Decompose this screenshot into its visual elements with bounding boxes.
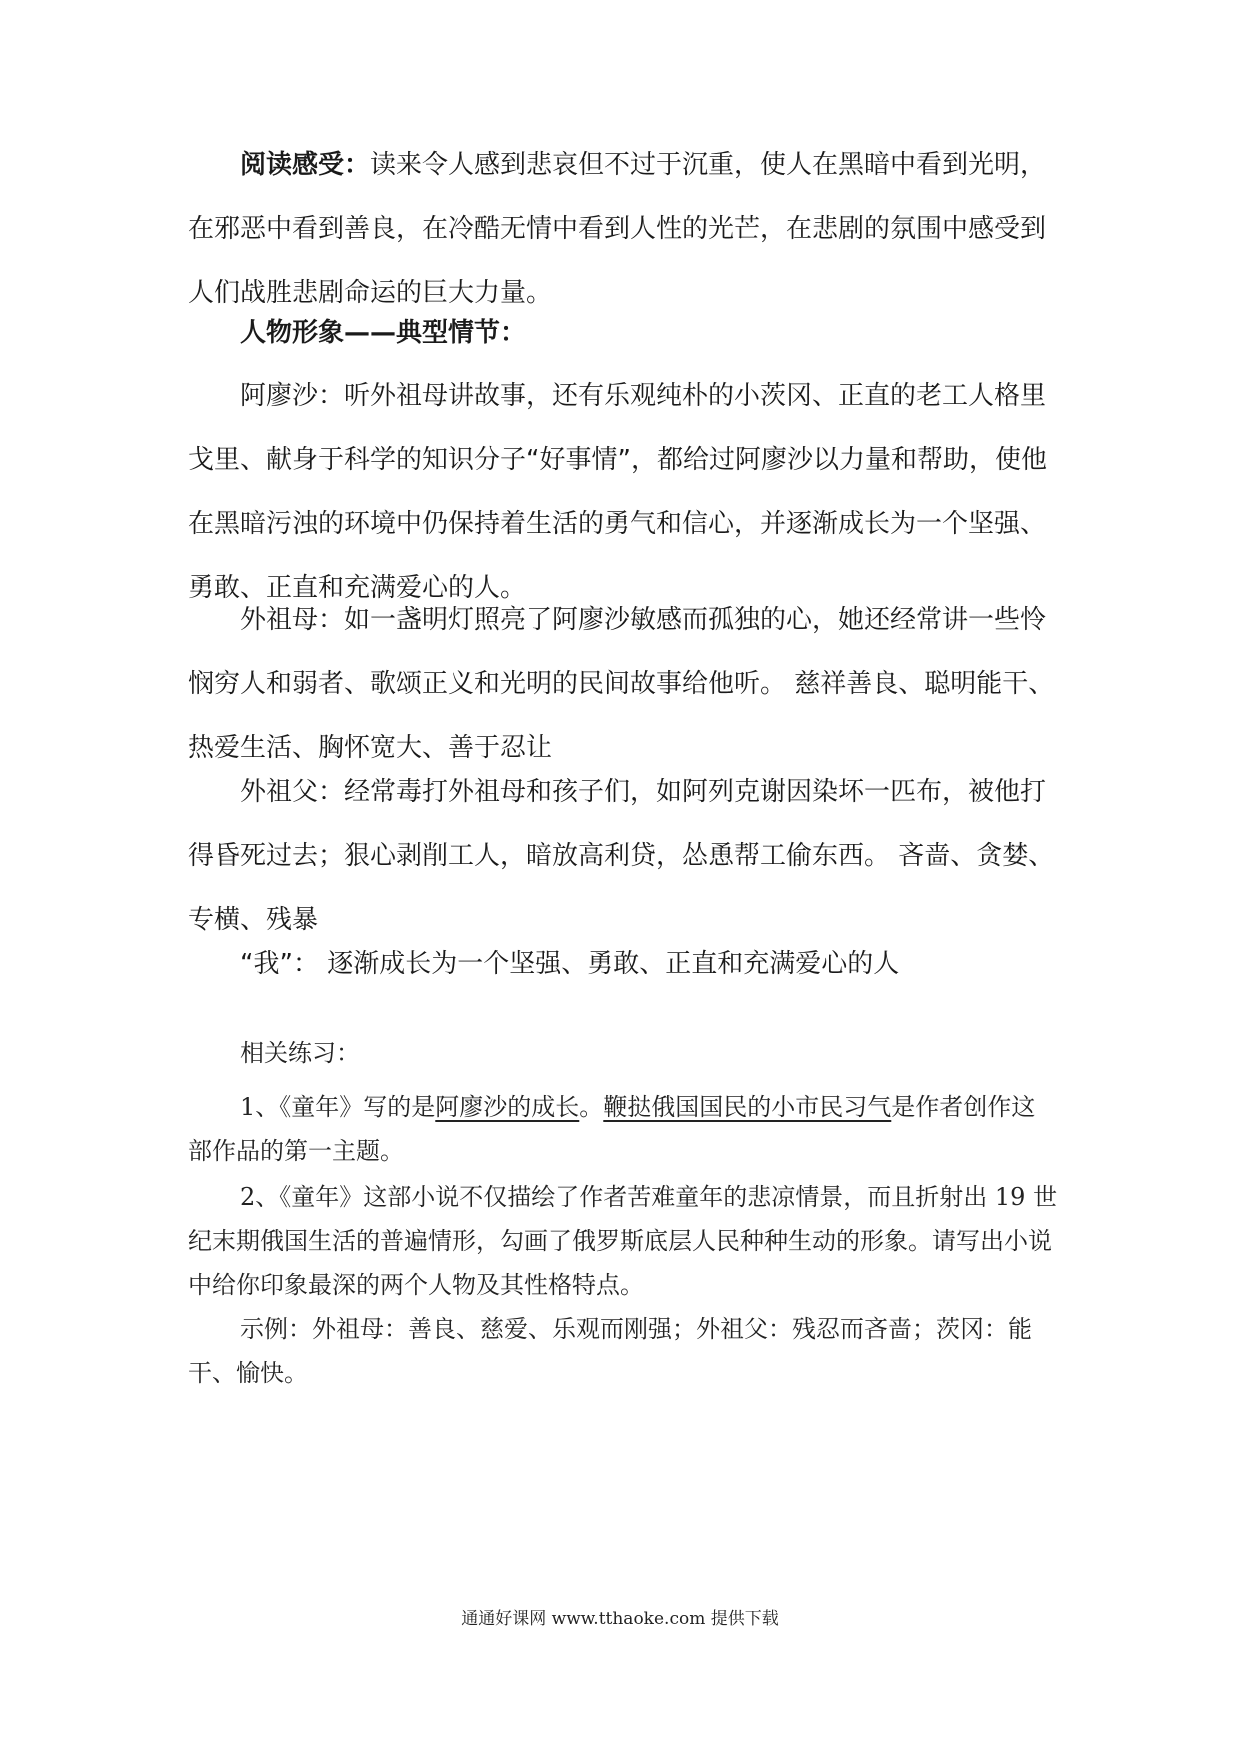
reading-feeling-text: 读来令人感到悲哀但不过于沉重，使人在黑暗中看到光明，在邪恶中看到善良，在冷酷无情中看到人性的光芒，在悲剧的氛围中感受到人们战胜悲剧命运的巨大力量。 — [188, 150, 1047, 308]
grandfather-paragraph: 外祖父：经常毒打外祖母和孩子们，如阿列克谢因染坏一匹布，被他打得昏死过去；狠心剥削工人，暗放高利贷，怂恿帮工偷东西。 吝啬、贪婪、专横、残暴 — [188, 777, 1055, 935]
characters-heading: 人物形象——典型情节： — [240, 318, 527, 348]
reading-feeling-paragraph — [188, 133, 1058, 325]
exercise-1-suffix: 是作者创作这部作品的第一主题。 — [188, 1093, 1036, 1165]
exercise-1-answer-2: 鞭挞俄国国民的小市民习气 — [603, 1093, 892, 1121]
exercise-1-prefix: 1、《童年》写的是 — [240, 1093, 436, 1121]
me-paragraph: “我”： 逐渐成长为一个坚强、勇敢、正直和充满爱心的人 — [240, 949, 900, 979]
alyosha-paragraph: 阿廖沙：听外祖母讲故事，还有乐观纯朴的小茨冈、正直的老工人格里戈里、献身于科学的知识分子“好事情”，都给过阿廖沙以力量和帮助，使他在黑暗污浊的环境中仍保持着生活的勇气和信心，并逐渐成长为一个坚强、勇敢、正直和充满爱心的人。 — [188, 381, 1047, 603]
exercise-1-answer-1: 阿廖沙的成长 — [435, 1093, 580, 1121]
exercise-1 — [188, 1085, 1058, 1173]
exercise-2: 2、《童年》这部小说不仅描绘了作者苦难童年的悲凉情景，而且折射出 19 世纪末期俄国生活的普遍情形，勾画了俄罗斯底层人民种种生动的形象。请写出小说中给你印象最深的两个人物及其性格特点。 — [188, 1183, 1058, 1299]
exercises-heading: 相关练习： — [240, 1039, 360, 1067]
exercise-2-example: 示例：外祖母：善良、慈爱、乐观而刚强；外祖父：残忍而吝啬；茨冈：能干、愉快。 — [188, 1315, 1032, 1387]
reading-feeling-label: 阅读感受： — [240, 150, 371, 180]
page-footer: 通通好课网 www.tthaoke.com 提供下载 — [461, 1609, 779, 1629]
grandmother-paragraph: 外祖母：如一盏明灯照亮了阿廖沙敏感而孤独的心，她还经常讲一些怜悯穷人和弱者、歌颂正义和光明的民间故事给他听。 慈祥善良、聪明能干、热爱生活、胸怀宽大、善于忍让 — [188, 605, 1055, 763]
exercise-1-mid: 。 — [579, 1093, 604, 1121]
